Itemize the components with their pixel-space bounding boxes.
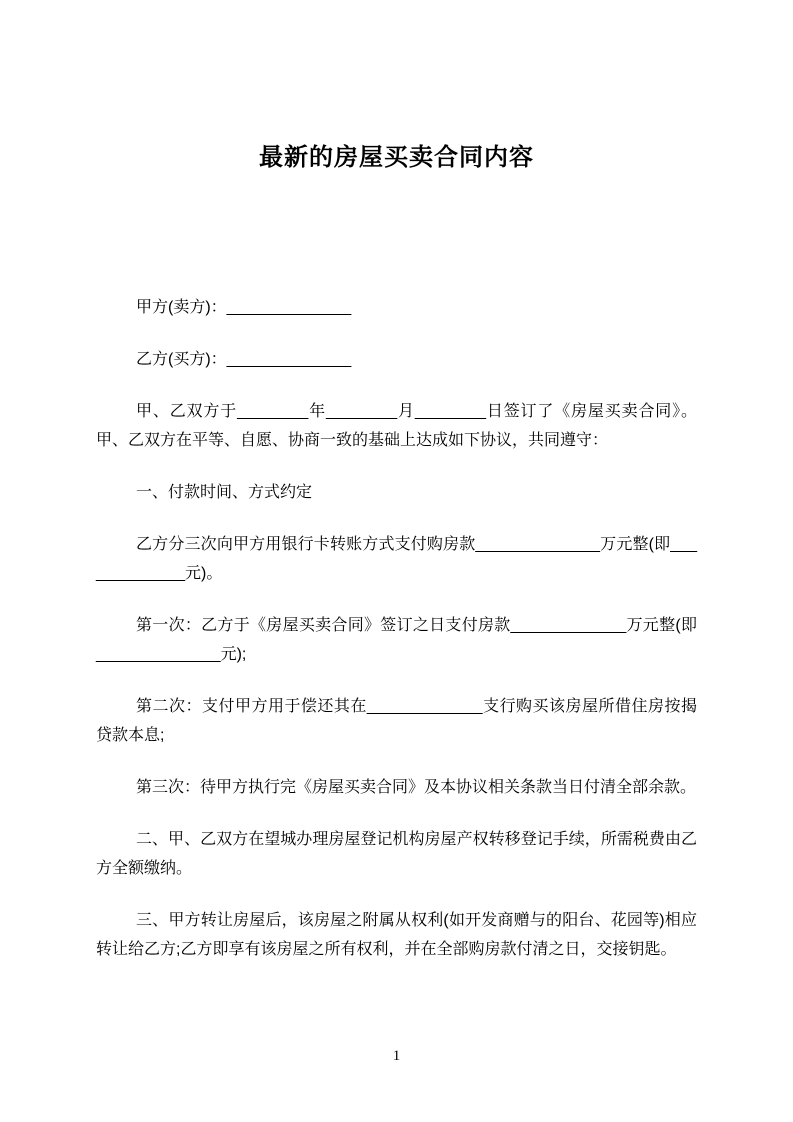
page-number: 1	[392, 1048, 401, 1064]
paragraph-first-payment: 第一次：乙方于《房屋买卖合同》签订之日支付房款_____________万元整(即______________元);	[96, 617, 697, 663]
paragraph-section-2: 二、甲、乙双方在望城办理房屋登记机构房屋产权转移登记手续，所需税费由乙方全额缴纳。	[96, 831, 697, 877]
paragraph-preamble: 甲、乙双方于________年________月________日签订了《房屋买卖合同》。甲、乙双方在平等、自愿、协商一致的基础上达成如下协议，共同遵守：	[96, 403, 697, 449]
paragraph-payment-overview: 乙方分三次向甲方用银行卡转账方式支付购房款______________万元整(即_____________元)。	[96, 536, 697, 582]
paragraph-party-a: 甲方(卖方)：______________	[136, 299, 352, 316]
paragraph-section-1-heading: 一、付款时间、方式约定	[136, 484, 313, 501]
document-title: 最新的房屋买卖合同内容	[259, 144, 534, 171]
paragraph-section-3: 三、甲方转让房屋后，该房屋之附属从权利(如开发商赠与的阳台、花园等)相应转让给乙方;乙方即享有该房屋之所有权利，并在全部购房款付清之日，交接钥匙。	[96, 912, 697, 958]
paragraph-party-b: 乙方(买方)：______________	[136, 351, 352, 368]
paragraph-second-payment: 第二次：支付甲方用于偿还其在_____________支行购买该房屋所借住房按揭贷款本息;	[96, 698, 697, 744]
paragraph-third-payment: 第三次：待甲方执行完《房屋买卖合同》及本协议相关条款当日付清全部余款。	[136, 779, 697, 796]
